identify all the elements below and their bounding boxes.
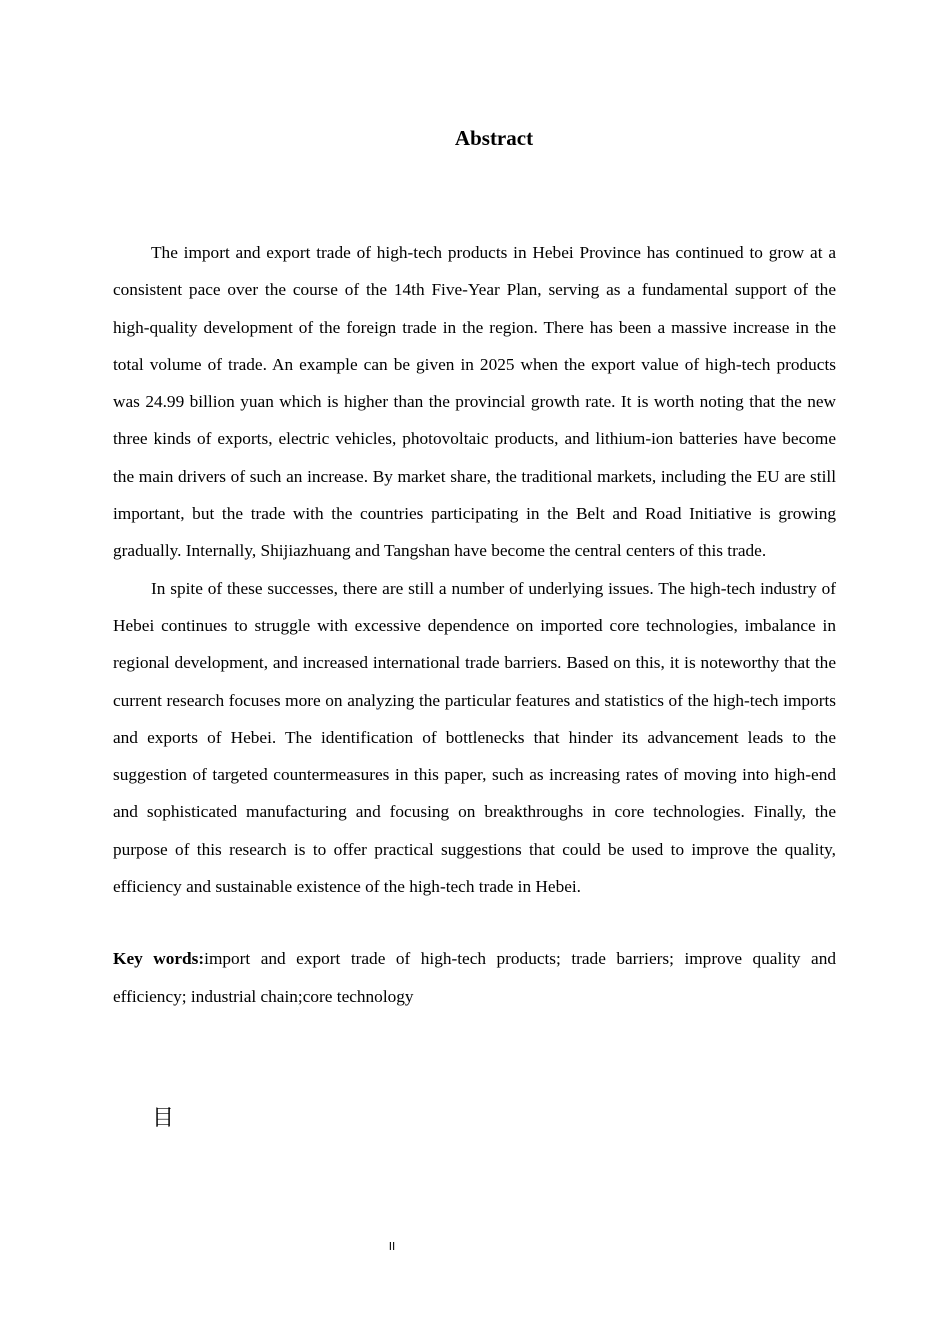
abstract-paragraph-1: The import and export trade of high-tech products in Hebei Province has continued to grow at a consistent pace over the course of the 14th Five-Year Plan, serving as a fundamental support of the high-quality development of the foreign trade in the region. There has been a massive increase in the total volume of trade. An example can be given in 2025 when the export value of high-tech products was 24.99 billion yuan which is higher than the provincial growth rate. It is worth noting that the new three kinds of exports, electric vehicles, photovoltaic products, and lithium-ion batteries have become the main drivers of such an increase. By market share, the traditional markets, including the EU are still important, but the trade with the countries participating in the Belt and Road Initiative is growing gradually. Internally, Shijiazhuang and Tangshan have become the central centers of this trade. bbox=[113, 243, 836, 561]
table-of-contents-heading-fragment: 目 bbox=[152, 1106, 175, 1131]
keywords-line bbox=[113, 940, 836, 1015]
keywords-text: import and export trade of high-tech products; trade barriers; improve quality and efficiency; industrial chain;core technology bbox=[113, 949, 836, 1006]
abstract-body bbox=[113, 234, 836, 1015]
abstract-paragraph-2: In spite of these successes, there are still a number of underlying issues. The high-tech industry of Hebei continues to struggle with excessive dependence on imported core technologies, imbalance in regional development, and increased international trade barriers. Based on this, it is noteworthy that the current research focuses more on analyzing the particular features and statistics of the high-tech imports and exports of Hebei. The identification of bottlenecks that hinder its advancement leads to the suggestion of targeted countermeasures in this paper, such as increasing rates of moving into high-end and sophisticated manufacturing and focusing on breakthroughs in core technologies. Finally, the purpose of this research is to offer practical suggestions that could be used to improve the quality, efficiency and sustainable existence of the high-tech trade in Hebei. bbox=[113, 578, 836, 897]
abstract-title: Abstract bbox=[454, 126, 534, 150]
keywords-label: Key words: bbox=[113, 949, 205, 969]
page-number: II bbox=[388, 1240, 396, 1253]
